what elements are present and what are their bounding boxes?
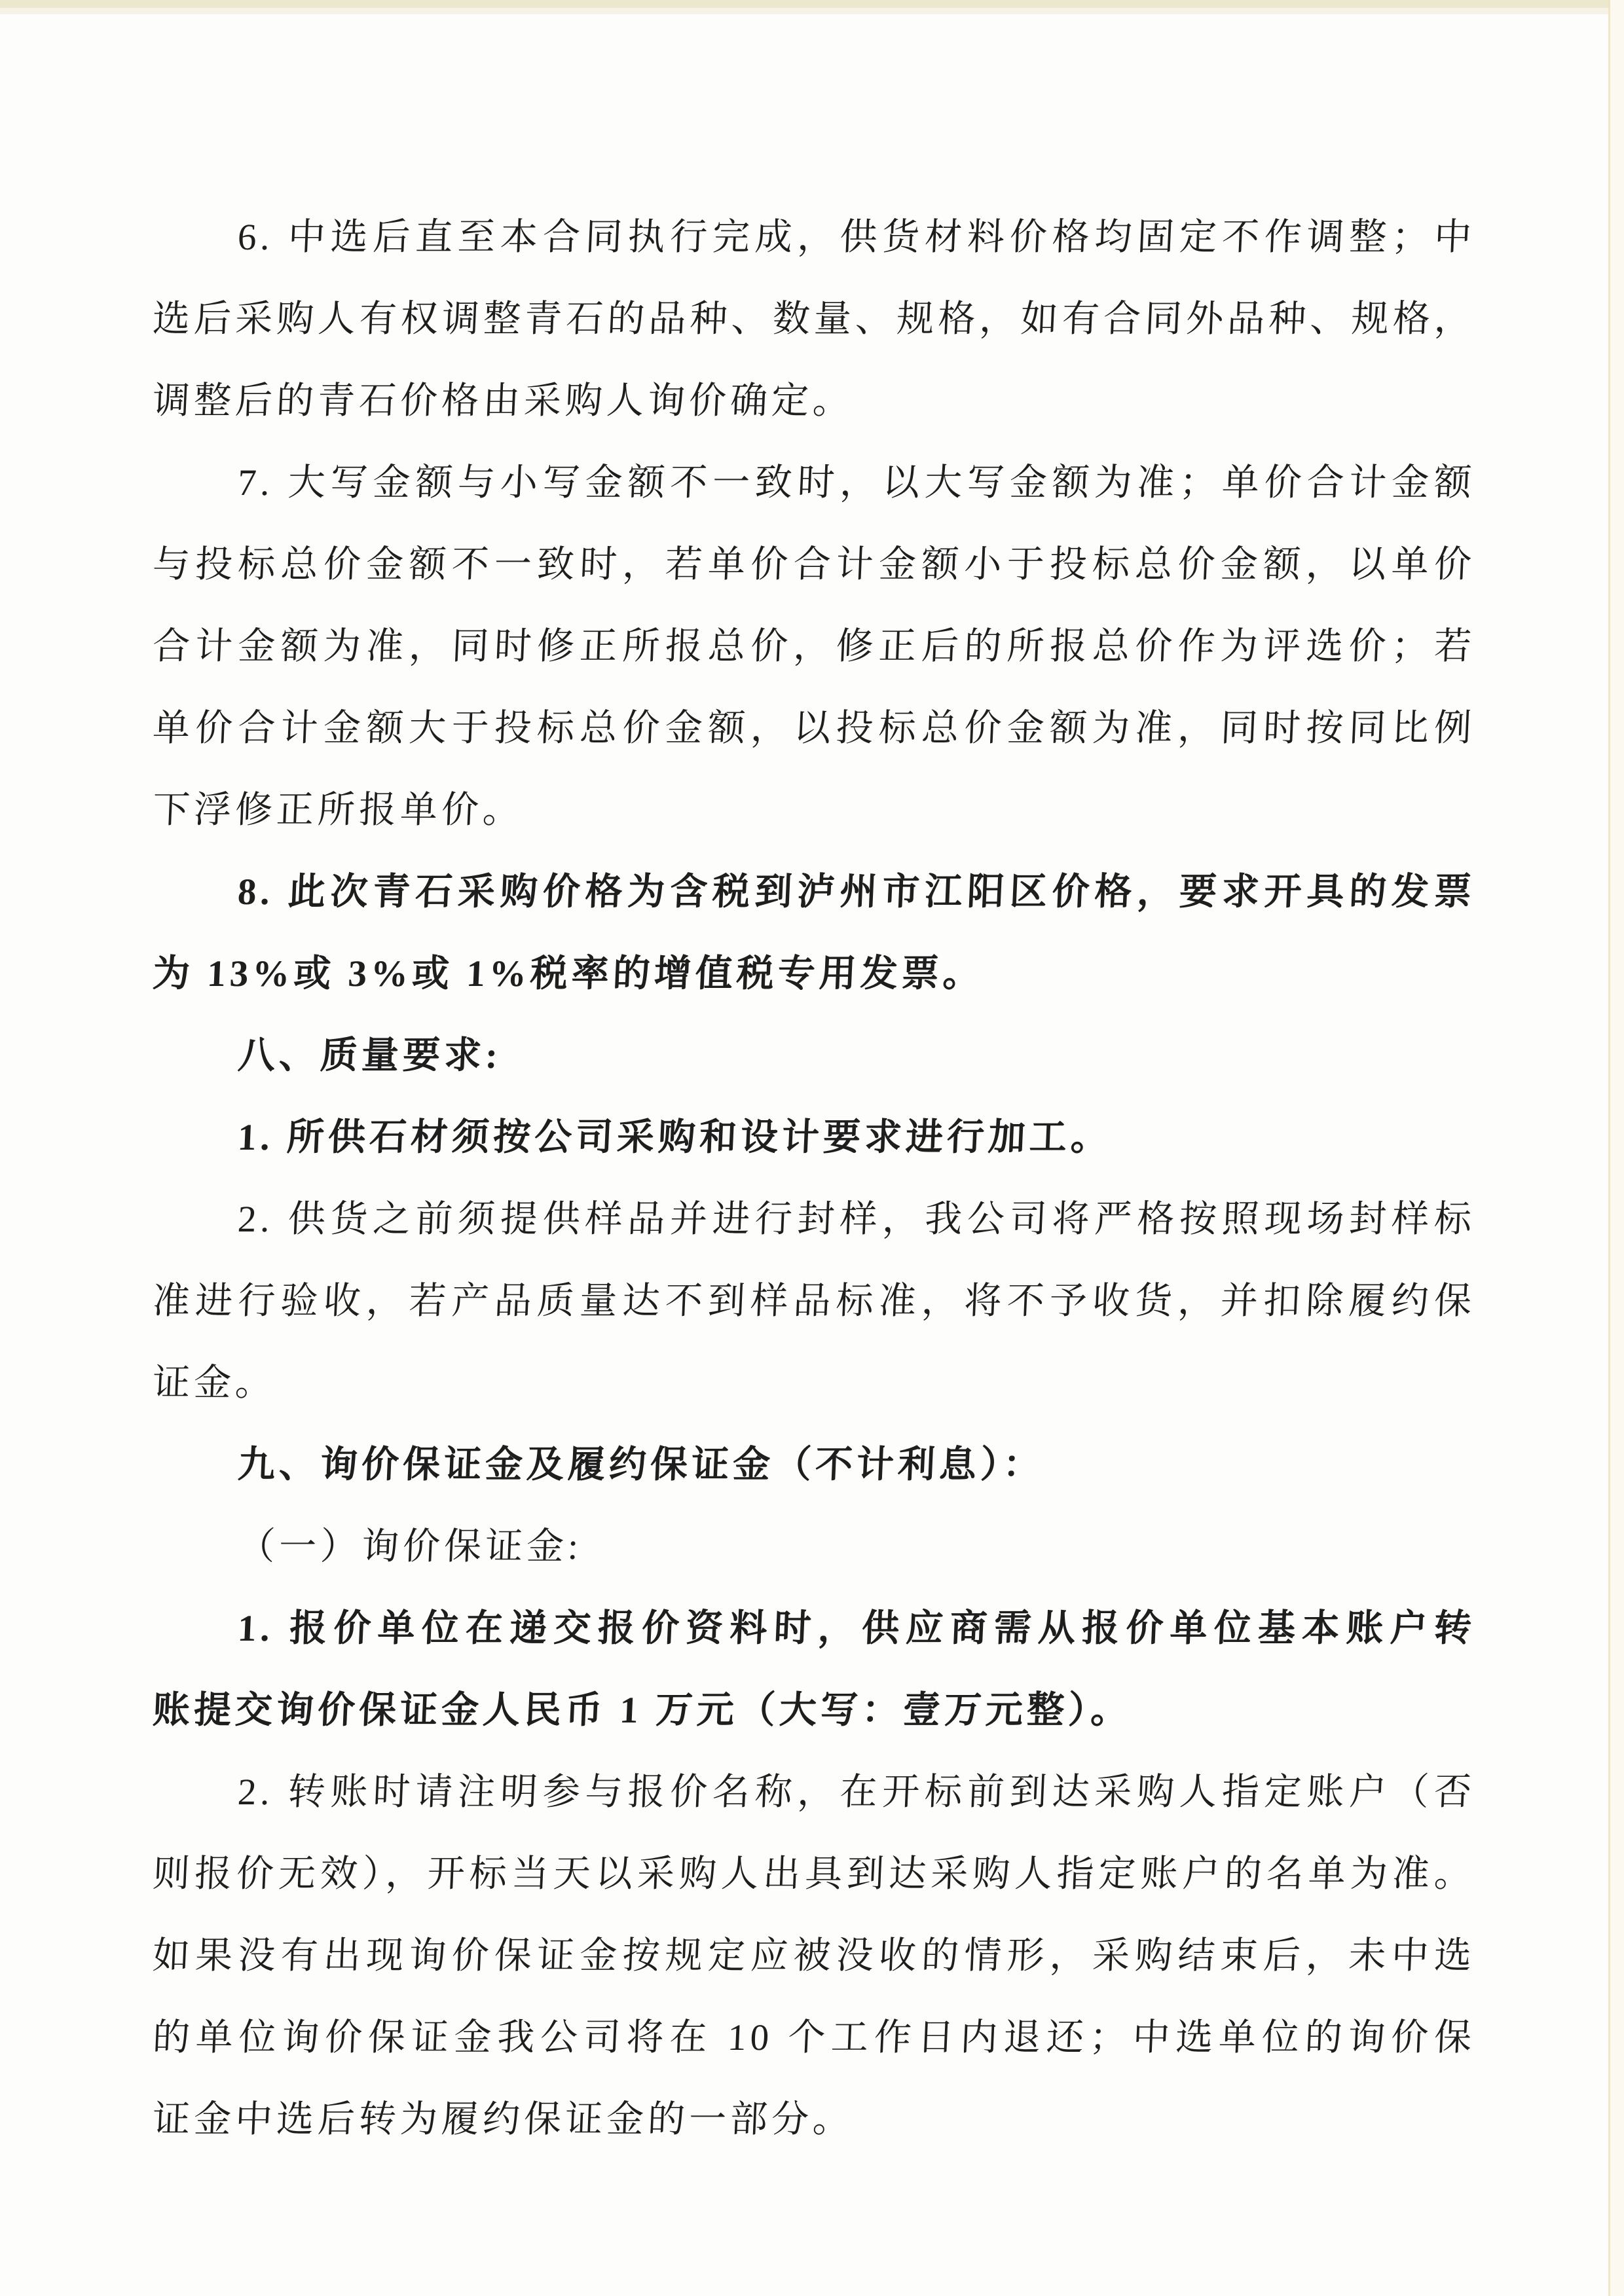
text-line: 合计金额为准，同时修正所报总价，修正后的所报总价作为评选价；若	[151, 626, 1477, 667]
heading-section-9	[153, 1424, 1475, 1506]
scan-edge-right-line	[1608, 0, 1610, 2296]
text-line: 2. 转账时请注明参与报价名称，在开标前到达采购人指定账户（否	[236, 1772, 1477, 1813]
document-body	[153, 196, 1475, 2160]
text-line: 证金中选后转为履约保证金的一部分。	[151, 2099, 855, 2140]
text-line: （一）询价保证金:	[236, 1526, 583, 1567]
heading-section-8	[153, 1015, 1475, 1097]
clause-9-item-1	[153, 1588, 1475, 1751]
clause-9-sub-1-title	[153, 1506, 1475, 1588]
clause-7	[153, 442, 1475, 851]
scan-edge-right	[1610, 0, 1624, 2296]
text-line: 1. 报价单位在递交报价资料时，供应商需从报价单位基本账户转	[236, 1608, 1477, 1649]
scan-edge-top-fade	[0, 8, 1624, 14]
text-line: 选后采购人有权调整青石的品种、数量、规格，如有合同外品种、规格，	[151, 299, 1477, 340]
text-line: 单价合计金额大于投标总价金额，以投标总价金额为准，同时按同比例	[151, 708, 1477, 749]
text-line: 九、询价保证金及履约保证金（不计利息）：	[236, 1444, 1045, 1485]
text-line: 8. 此次青石采购价格为含税到泸州市江阳区价格，要求开具的发票	[236, 871, 1477, 913]
text-line: 2. 供货之前须提供样品并进行封样，我公司将严格按照现场封样标	[236, 1199, 1477, 1240]
clause-8-item-1	[153, 1097, 1475, 1178]
text-line: 则报价无效），开标当天以采购人出具到达采购人指定账户的名单为准。	[151, 1853, 1477, 1895]
text-line: 为 13%或 3%或 1%税率的增值税专用发票。	[151, 953, 986, 994]
text-line: 准进行验收，若产品质量达不到样品标准，将不予收货，并扣除履约保	[151, 1281, 1477, 1322]
text-line: 如果没有出现询价保证金按规定应被没收的情形，采购结束后，未中选	[151, 1935, 1477, 1977]
text-line: 下浮修正所报单价。	[151, 790, 525, 831]
clause-8	[153, 851, 1475, 1015]
text-line: 6. 中选后直至本合同执行完成，供货材料价格均固定不作调整；中	[236, 217, 1477, 258]
text-line: 证金。	[151, 1362, 278, 1404]
text-line: 7. 大写金额与小写金额不一致时，以大写金额为准；单价合计金额	[236, 462, 1477, 503]
clause-9-item-2	[153, 1751, 1475, 2160]
clause-6	[153, 196, 1475, 442]
clause-8-item-2	[153, 1178, 1475, 1424]
text-line: 八、质量要求:	[236, 1035, 503, 1076]
text-line: 调整后的青石价格由采购人询价确定。	[151, 380, 855, 422]
text-line: 与投标总价金额不一致时，若单价合计金额小于投标总价金额，以单价	[151, 544, 1477, 585]
scan-edge-top	[0, 0, 1624, 8]
text-line: 1. 所供石材须按公司采购和设计要求进行加工。	[236, 1117, 1113, 1158]
text-line: 的单位询价保证金我公司将在 10 个工作日内退还；中选单位的询价保	[151, 2017, 1477, 2058]
text-line: 账提交询价保证金人民币 1 万元（大写：壹万元整）。	[151, 1690, 1133, 1731]
